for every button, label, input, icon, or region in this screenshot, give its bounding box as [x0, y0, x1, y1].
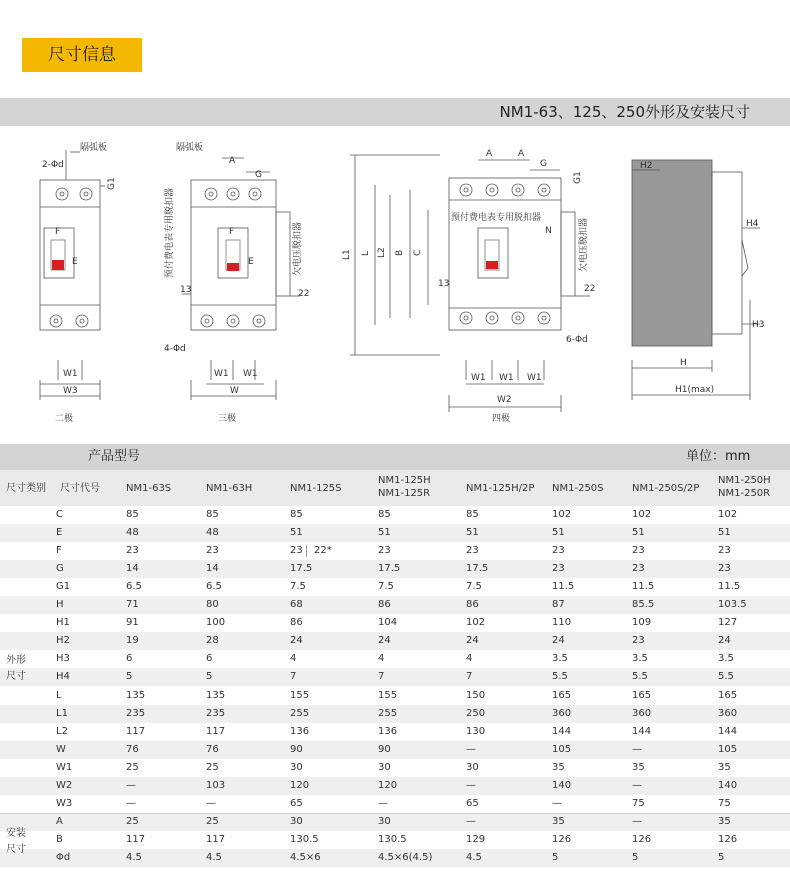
- cell-value: 4: [290, 653, 297, 665]
- cell-value: 11.5: [632, 581, 655, 593]
- cell-value: 144: [632, 725, 652, 737]
- cell-value: 76: [126, 743, 139, 755]
- cell-value: 130: [466, 725, 486, 737]
- cell-value: 165: [632, 689, 652, 701]
- cell-value: 102: [552, 509, 572, 520]
- cell-value: 5: [632, 851, 639, 863]
- row-code: Φd: [56, 851, 71, 863]
- cell-value: —: [466, 743, 476, 755]
- table-row: [0, 759, 790, 777]
- dim-22-3p: 22: [298, 289, 310, 299]
- row-code: L2: [56, 725, 68, 737]
- cell-value: 5.5: [552, 671, 568, 683]
- group-install: [6, 826, 26, 858]
- cell-value: 80: [206, 599, 219, 611]
- table-row: [0, 705, 790, 723]
- header-model-1: [126, 482, 171, 495]
- table-row: [0, 542, 790, 560]
- table-row: [0, 795, 790, 813]
- row-code: L1: [56, 707, 68, 719]
- dim-L-4p: L: [361, 250, 371, 256]
- row-code: W2: [56, 779, 73, 791]
- table-row: [0, 506, 790, 524]
- cell-value: 75: [718, 797, 731, 809]
- cell-value: 25: [126, 815, 139, 827]
- cell-value: —: [126, 779, 136, 791]
- cell-value: 7: [378, 671, 385, 683]
- label-2d: 2-Φd: [42, 160, 64, 170]
- table-row: [0, 632, 790, 650]
- row-code: E: [56, 527, 63, 539]
- header-model-7: [632, 482, 699, 495]
- dim-H2-side: H2: [640, 161, 653, 171]
- cell-extra-value: 22*: [314, 545, 332, 557]
- cell-value: 117: [206, 725, 226, 737]
- cell-divider: [306, 545, 307, 557]
- cell-value: 150: [466, 689, 486, 701]
- cell-value: —: [632, 815, 642, 827]
- label-undervoltage-1: 欠电压脱扣器: [293, 221, 303, 276]
- cell-value: 165: [718, 689, 738, 701]
- row-code: H1: [56, 617, 70, 629]
- cell-value: 155: [378, 689, 398, 701]
- cell-value: 30: [378, 761, 391, 773]
- cell-value: 5.5: [632, 671, 648, 683]
- cell-value: 51: [718, 527, 731, 539]
- diagram-title-band: [0, 98, 790, 126]
- cell-value: 255: [378, 707, 398, 719]
- cell-value: 3.5: [632, 653, 648, 665]
- dim-W1b-4p: W1: [499, 373, 514, 383]
- dim-A1-4p: A: [486, 149, 493, 159]
- cell-value: 24: [290, 635, 303, 647]
- cell-value: 144: [718, 725, 738, 737]
- cell-value: 23: [126, 545, 139, 557]
- cell-value: 23: [552, 563, 565, 575]
- cell-value: 250: [466, 707, 486, 719]
- dim-H1max-side: H1(max): [675, 385, 715, 395]
- cell-value: 135: [126, 689, 146, 701]
- cell-value: 5: [552, 851, 559, 863]
- header-model-line1: NM1-125H: [378, 475, 431, 486]
- cell-value: 85: [290, 509, 303, 520]
- header-model-6: [552, 482, 604, 495]
- cell-value: 25: [206, 815, 219, 827]
- cell-value: 35: [552, 815, 565, 827]
- cell-value: 110: [552, 617, 572, 629]
- cell-value: 7: [290, 671, 297, 683]
- table-row: [0, 777, 790, 795]
- dim-C-4p: C: [413, 249, 423, 256]
- cell-value: 86: [378, 599, 391, 611]
- cell-value: 100: [206, 617, 226, 629]
- cell-value: 24: [378, 635, 391, 647]
- table-row: [0, 524, 790, 542]
- row-code: G1: [56, 581, 71, 593]
- cell-value: 6.5: [206, 581, 222, 593]
- header-model-line2: NM1-125R: [378, 488, 431, 499]
- cell-value: 120: [378, 779, 398, 791]
- header-model-line1: NM1-63H: [206, 483, 253, 494]
- cell-value: 51: [466, 527, 479, 539]
- cell-value: 109: [632, 617, 652, 629]
- dim-H4-side: H4: [746, 219, 759, 229]
- cell-value: 120: [290, 779, 310, 791]
- cell-value: 4: [466, 653, 473, 665]
- dim-G1-4p: G1: [573, 171, 583, 184]
- cell-value: 4: [378, 653, 385, 665]
- cell-value: 5: [718, 851, 725, 863]
- cell-value: 11.5: [718, 581, 741, 593]
- cell-value: 102: [466, 617, 486, 629]
- dim-H3-side: H3: [752, 320, 765, 330]
- cell-value: 126: [718, 833, 738, 845]
- label-prepay-release-h: 预付费电表专用脱扣器: [451, 213, 542, 223]
- row-code: H4: [56, 671, 70, 683]
- cell-value: 23: [290, 545, 303, 557]
- cell-value: 155: [290, 689, 310, 701]
- label-2pole: 二极: [55, 414, 74, 424]
- dim-W-3p: W: [230, 386, 239, 396]
- cell-value: 6: [206, 653, 213, 665]
- cell-value: 51: [290, 527, 303, 539]
- cell-value: 105: [552, 743, 572, 755]
- table-unit: 单位：mm: [686, 449, 751, 464]
- header-model-line2: NM1-250R: [718, 488, 771, 499]
- cell-value: 35: [552, 761, 565, 773]
- table-row: [0, 687, 790, 705]
- cell-value: 30: [290, 761, 303, 773]
- header-model-2: [206, 482, 252, 495]
- cell-value: 24: [466, 635, 479, 647]
- cell-value: 23: [718, 563, 731, 575]
- cell-value: 86: [290, 617, 303, 629]
- cell-value: 140: [718, 779, 738, 791]
- cell-value: 360: [552, 707, 572, 719]
- cell-value: 117: [126, 725, 146, 737]
- cell-value: 75: [632, 797, 645, 809]
- row-code: F: [56, 545, 62, 557]
- cell-value: 14: [126, 563, 139, 575]
- table-row: [0, 813, 790, 831]
- dim-W1c-4p: W1: [527, 373, 542, 383]
- cell-value: —: [632, 743, 642, 755]
- table-title: 产品型号: [88, 449, 141, 464]
- cell-value: 14: [206, 563, 219, 575]
- cell-value: 144: [552, 725, 572, 737]
- cell-value: 25: [206, 761, 219, 773]
- cell-value: 35: [718, 815, 731, 827]
- label-arc-plate-1: 隔弧板: [80, 143, 108, 153]
- dim-W1a-3p: W1: [214, 369, 229, 379]
- cell-value: 104: [378, 617, 398, 629]
- header-model-line1: NM1-250H: [718, 475, 771, 486]
- row-code: B: [56, 833, 63, 845]
- cell-value: 11.5: [552, 581, 575, 593]
- dim-W3-2p: W3: [63, 386, 78, 396]
- row-code: H2: [56, 635, 70, 647]
- cell-value: 30: [378, 815, 391, 827]
- diagram-title: NM1-63、125、250外形及安装尺寸: [499, 103, 750, 121]
- row-code: W3: [56, 797, 73, 809]
- cell-value: 23: [552, 545, 565, 557]
- cell-value: 23: [632, 635, 645, 647]
- table-row: [0, 650, 790, 668]
- cell-value: 4.5×6(4.5): [378, 851, 433, 863]
- cell-value: 48: [206, 527, 219, 539]
- cell-value: 4.5: [466, 851, 482, 863]
- cell-value: 136: [378, 725, 398, 737]
- dim-L1-4p: L1: [342, 249, 352, 260]
- section-badge: 尺寸信息: [22, 38, 142, 72]
- cell-value: 28: [206, 635, 219, 647]
- cell-value: 127: [718, 617, 738, 629]
- row-code: W1: [56, 761, 73, 773]
- table-row: [0, 668, 790, 686]
- cell-value: 135: [206, 689, 226, 701]
- cell-value: 85: [378, 509, 391, 520]
- cell-value: 30: [466, 761, 479, 773]
- cell-value: 23: [718, 545, 731, 557]
- cell-value: 17.5: [290, 563, 313, 575]
- cell-value: 4.5×6: [290, 851, 321, 863]
- dim-G-3p: G: [255, 170, 262, 180]
- cell-value: 86: [466, 599, 479, 611]
- group-outline-line1: 外形: [6, 655, 26, 666]
- cell-value: —: [466, 779, 476, 791]
- cell-value: 5.5: [718, 671, 734, 683]
- cell-value: 105: [718, 743, 738, 755]
- cell-value: 90: [290, 743, 303, 755]
- header-code: 尺寸代号: [60, 483, 100, 494]
- cell-value: 235: [126, 707, 146, 719]
- cell-value: 235: [206, 707, 226, 719]
- cell-value: 126: [552, 833, 572, 845]
- dim-G-4p: G: [540, 159, 547, 169]
- cell-value: 7.5: [466, 581, 482, 593]
- dim-L2-4p: L2: [377, 247, 387, 258]
- dim-F-2p: F: [55, 227, 61, 237]
- table-row: [0, 741, 790, 759]
- cell-value: 102: [718, 509, 738, 520]
- cell-value: —: [466, 815, 476, 827]
- cell-value: 140: [552, 779, 572, 791]
- cell-value: 76: [206, 743, 219, 755]
- cell-value: 6: [126, 653, 133, 665]
- header-model-3: [290, 482, 342, 495]
- header-model-5: [466, 482, 534, 495]
- cell-value: 3.5: [718, 653, 734, 665]
- cell-value: —: [378, 797, 388, 809]
- dim-F-3p: F: [229, 227, 235, 237]
- table-column-header: [0, 470, 790, 506]
- label-undervoltage-2: 欠电压脱扣器: [579, 217, 589, 272]
- cell-value: 129: [466, 833, 486, 845]
- header-model-line1: NM1-250S: [552, 483, 604, 494]
- dimension-drawing: [0, 126, 790, 444]
- row-code: C: [56, 509, 63, 520]
- row-code: L: [56, 689, 62, 701]
- cell-value: 30: [290, 815, 303, 827]
- cell-value: 91: [126, 617, 139, 629]
- header-model-line1: NM1-125H/2P: [466, 483, 535, 494]
- cell-value: 24: [718, 635, 731, 647]
- dim-W1a-4p: W1: [471, 373, 486, 383]
- cell-value: 71: [126, 599, 139, 611]
- cell-value: 23: [378, 545, 391, 557]
- cell-value: 5: [206, 671, 213, 683]
- cell-value: 102: [632, 509, 652, 520]
- cell-value: 85: [206, 509, 219, 520]
- row-code: G: [56, 563, 64, 575]
- label-arc-plate-2: 隔弧板: [176, 143, 204, 153]
- table-title-band: [0, 444, 790, 470]
- cell-value: 6.5: [126, 581, 142, 593]
- header-type: 尺寸类别: [6, 483, 46, 494]
- cell-value: 35: [718, 761, 731, 773]
- group-install-line2: 尺寸: [6, 844, 26, 855]
- table-row: [0, 831, 790, 849]
- cell-value: 7: [466, 671, 473, 683]
- dim-13-4p: 13: [438, 279, 450, 289]
- cell-value: 117: [206, 833, 226, 845]
- cell-value: —: [552, 797, 562, 809]
- dim-E-3p: E: [248, 257, 254, 267]
- group-outline: [6, 653, 26, 685]
- dim-W1b-3p: W1: [243, 369, 258, 379]
- cell-value: 103.5: [718, 599, 747, 611]
- cell-value: 85: [126, 509, 139, 520]
- cell-value: 23: [466, 545, 479, 557]
- dim-W2-4p: W2: [497, 395, 512, 405]
- cell-value: 23: [632, 563, 645, 575]
- table-row: [0, 723, 790, 741]
- cell-value: 360: [632, 707, 652, 719]
- header-model-line1: NM1-125S: [290, 483, 342, 494]
- cell-value: 35: [632, 761, 645, 773]
- cell-value: 25: [126, 761, 139, 773]
- cell-value: 136: [290, 725, 310, 737]
- cell-value: 90: [378, 743, 391, 755]
- cell-value: 103: [206, 779, 226, 791]
- header-model-line1: NM1-63S: [126, 483, 172, 494]
- dim-N-4p: N: [545, 226, 552, 236]
- label-3pole: 三极: [218, 414, 237, 424]
- dim-A2-4p: A: [518, 149, 525, 159]
- dim-B-4p: B: [395, 249, 405, 256]
- cell-value: 126: [632, 833, 652, 845]
- cell-value: 7.5: [378, 581, 394, 593]
- cell-value: 24: [552, 635, 565, 647]
- table-row: [0, 849, 790, 867]
- row-code: H: [56, 599, 64, 611]
- cell-value: 65: [466, 797, 479, 809]
- label-4pole: 四极: [492, 414, 511, 424]
- cell-value: 87: [552, 599, 565, 611]
- cell-value: 51: [632, 527, 645, 539]
- cell-value: 130.5: [378, 833, 407, 845]
- dim-22-4p: 22: [584, 284, 596, 294]
- row-code: A: [56, 815, 63, 827]
- dim-13-3p: 13: [180, 285, 192, 295]
- header-model-8: [718, 474, 771, 500]
- dim-G1-2p: G1: [107, 177, 117, 190]
- cell-value: 7.5: [290, 581, 306, 593]
- cell-value: 360: [718, 707, 738, 719]
- group-install-line1: 安装: [6, 828, 26, 839]
- cell-value: 130.5: [290, 833, 319, 845]
- dim-W1-2p: W1: [63, 369, 78, 379]
- cell-value: 19: [126, 635, 139, 647]
- label-4d: 4-Φd: [164, 344, 186, 354]
- cell-value: 255: [290, 707, 310, 719]
- cell-value: 65: [290, 797, 303, 809]
- cell-value: 4.5: [206, 851, 222, 863]
- cell-value: 117: [126, 833, 146, 845]
- cell-value: 17.5: [378, 563, 401, 575]
- row-code: H3: [56, 653, 70, 665]
- cell-value: 5: [126, 671, 133, 683]
- table-row: [0, 560, 790, 578]
- group-separator: [0, 813, 790, 814]
- table-row: [0, 614, 790, 632]
- dim-E-2p: E: [72, 257, 78, 267]
- table-row: [0, 596, 790, 614]
- cell-value: —: [126, 797, 136, 809]
- cell-value: —: [206, 797, 216, 809]
- group-outline-line2: 尺寸: [6, 671, 26, 682]
- row-code: W: [56, 743, 66, 755]
- dim-H-side: H: [680, 358, 687, 368]
- cell-value: 23: [206, 545, 219, 557]
- table-row: [0, 578, 790, 596]
- cell-value: —: [632, 779, 642, 791]
- cell-value: 4.5: [126, 851, 142, 863]
- header-model-4: [378, 474, 431, 500]
- dim-A-3p: A: [229, 156, 236, 166]
- cell-value: 23: [632, 545, 645, 557]
- cell-value: 85: [466, 509, 479, 520]
- cell-value: 68: [290, 599, 303, 611]
- header-model-line1: NM1-250S/2P: [632, 483, 700, 494]
- cell-value: 3.5: [552, 653, 568, 665]
- cell-value: 85.5: [632, 599, 655, 611]
- cell-value: 51: [378, 527, 391, 539]
- cell-value: 17.5: [466, 563, 489, 575]
- cell-value: 51: [552, 527, 565, 539]
- label-prepay-release-v: 预付费电表专用脱扣器: [165, 187, 175, 278]
- cell-value: 165: [552, 689, 572, 701]
- label-6d: 6-Φd: [566, 335, 588, 345]
- cell-value: 48: [126, 527, 139, 539]
